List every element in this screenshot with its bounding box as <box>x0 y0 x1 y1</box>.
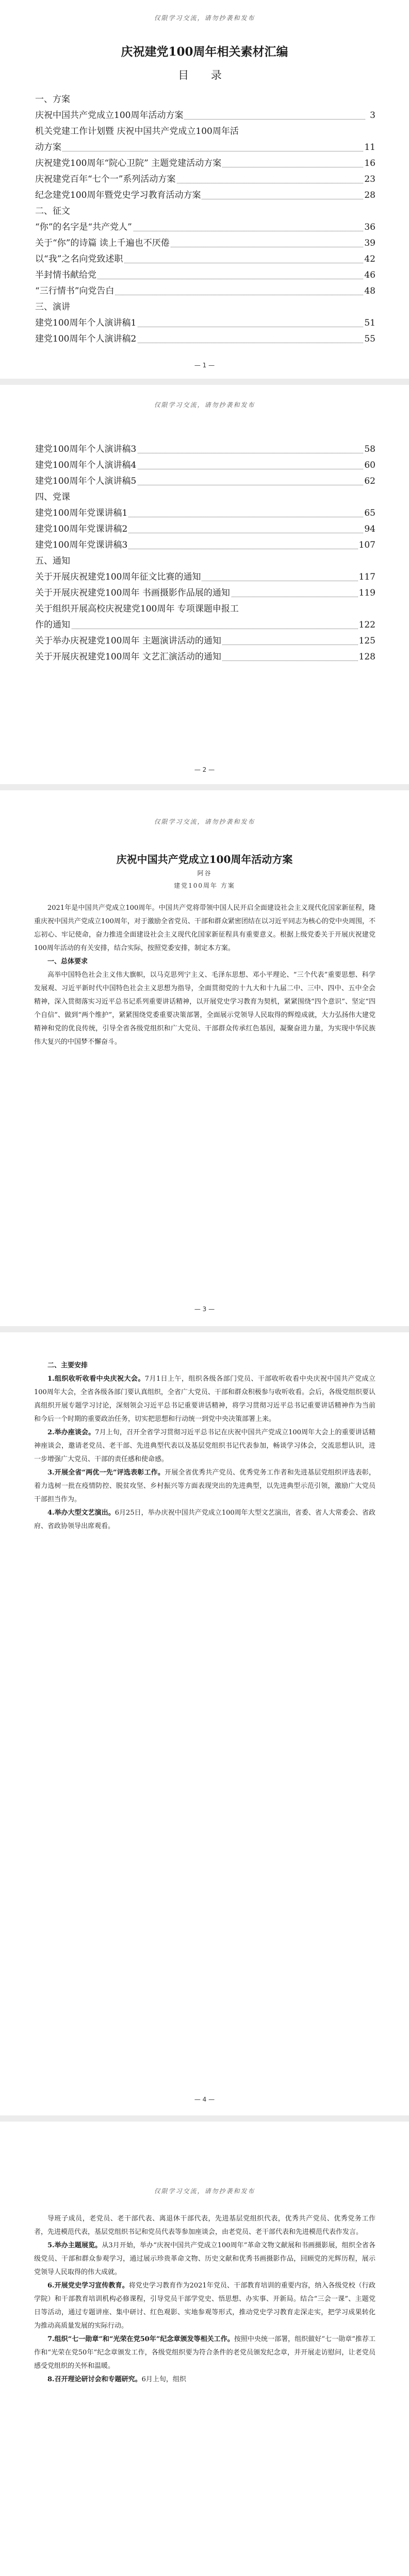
toc-entry-title: 五、通知 <box>35 556 70 566</box>
toc-entry-title: 三、演讲 <box>35 302 70 312</box>
toc-entry[interactable] <box>35 283 375 299</box>
paragraph-text: 二、主要安排 <box>47 1362 88 1369</box>
paragraph-text: 2021年是中国共产党成立100周年。中国共产党将带领中国人民开启全面建设社会主义现代化国家新征程，隆重庆祝中国共产党成立100周年，对于激励全省党员、干部和群众紧密团结在以习近平同志为核心的党中央周围，不忘初心、牢记使命，奋力推进全面建设社会主义现代化国家新征程具有重要意义。根据上级党委关于开展庆祝建党100周年活动的有关安排，结合实际，按照党委安排，制定本方案。 <box>34 904 375 952</box>
paragraph-text: 按照中央统一部署，组织做好“七一勋章”推荐工作和“光荣在党50年”纪念章颁发工作，各级党组织要为符合条件的老党员颁发纪念章，并开展走访慰问，让老党员感受党组织的关怀和温暖。 <box>34 2335 375 2370</box>
toc-entry-title: 关于开展庆祝建党100周年征文比赛的通知 <box>35 572 201 582</box>
toc-page-number: 11 <box>363 140 375 156</box>
paragraph <box>34 2333 375 2373</box>
toc-list <box>35 442 375 665</box>
toc-entry-title: 建党100周年个人演讲稿3 <box>35 444 137 454</box>
toc-entry-title: 关于“你”的诗篇 读上千遍也不厌倦 <box>35 238 170 248</box>
toc-entry[interactable] <box>35 267 375 283</box>
item-lead: 4.举办大型文艺演出。 <box>47 1509 115 1517</box>
running-header: 仅限学习交流，请勿抄袭和发布 <box>154 818 255 825</box>
toc-page-number: 16 <box>363 156 375 172</box>
paragraph <box>34 1372 375 1426</box>
toc-page-number: 39 <box>363 235 375 251</box>
toc-page-number: 48 <box>363 283 375 299</box>
paragraph <box>34 2212 375 2239</box>
toc-entry-title: 动方案 <box>35 142 61 152</box>
toc-entry[interactable] <box>35 585 375 601</box>
paragraph-text: 7月上旬，召开全省学习贯彻习近平总书记在庆祝中国共产党成立100周年大会上的重要讲话精神座谈会，邀请老党员、老干部、先进典型代表以及基层党组织书记代表参加，畅谈学习体会，交流思想认识，进一步增强广大党员、干部的责任感和使命感。 <box>34 1429 375 1463</box>
toc-page-number: 3 <box>369 108 375 124</box>
toc-entry[interactable] <box>35 172 375 188</box>
toc-entry[interactable] <box>35 521 375 537</box>
toc-entry[interactable] <box>35 235 375 251</box>
toc-page-number: 117 <box>358 569 375 585</box>
toc-heading: 目 录 <box>178 69 231 81</box>
document-title: 庆祝中国共产党成立100周年活动方案 <box>116 853 293 866</box>
toc-entry-title: 机关党建工作计划暨 庆祝中国共产党成立100周年活 <box>35 126 239 137</box>
toc-entry-title: 庆祝建党百年“七个一”系列活动方案 <box>35 174 176 184</box>
toc-page-number: 28 <box>363 188 375 204</box>
toc-section-heading <box>35 299 375 315</box>
document-body <box>34 2212 375 2386</box>
paragraph <box>34 1426 375 1466</box>
compilation-title: 庆祝建党100周年相关素材汇编 <box>121 45 288 59</box>
paragraph <box>34 902 375 955</box>
page-gap <box>0 784 409 790</box>
toc-entry[interactable] <box>35 537 375 553</box>
paragraph-text: 6月上旬，组织 <box>141 2376 186 2383</box>
item-lead: 6.开展党史学习宣传教育。 <box>47 2282 129 2290</box>
toc-page-number: 58 <box>363 442 375 457</box>
toc-entry-title: 关于组织开展高校庆祝建党100周年 专项课题申报工 <box>35 604 239 614</box>
toc-page-1 <box>0 0 409 379</box>
toc-entry[interactable] <box>35 251 375 267</box>
page-number: — 4 — <box>194 2096 215 2103</box>
toc-page-number: 119 <box>358 585 375 601</box>
paragraph <box>34 2239 375 2279</box>
paragraph <box>34 2373 375 2386</box>
toc-entry[interactable] <box>35 156 375 172</box>
toc-page-number: 65 <box>363 505 375 521</box>
toc-page-number: 122 <box>358 617 375 633</box>
toc-page-number: 128 <box>358 649 375 665</box>
toc-entry[interactable] <box>35 108 375 124</box>
toc-entry[interactable] <box>35 633 375 649</box>
document-body <box>34 1359 375 1533</box>
item-lead: 3.开展全省“两优一先”评选表彰工作。 <box>47 1469 165 1477</box>
toc-page-number: 55 <box>363 331 375 347</box>
toc-entry[interactable] <box>35 219 375 235</box>
toc-entry-title: 关于开展庆祝建党100周年 书画摄影作品展的通知 <box>35 588 230 598</box>
paragraph <box>34 969 375 1049</box>
toc-list <box>35 92 375 347</box>
toc-page-number: 62 <box>363 473 375 489</box>
page-gap <box>0 379 409 385</box>
section-heading <box>34 955 375 969</box>
doc-page-4 <box>0 1332 409 2115</box>
paragraph-text: 一、总体要求 <box>47 958 88 965</box>
toc-entry[interactable] <box>35 140 375 156</box>
toc-entry-title: 作的通知 <box>35 620 70 630</box>
toc-entry-title: 二、征文 <box>35 206 70 216</box>
toc-page-number: 107 <box>358 537 375 553</box>
toc-entry-title: 建党100周年个人演讲稿5 <box>35 476 137 486</box>
toc-entry[interactable] <box>35 505 375 521</box>
toc-entry-title: 建党100周年党课讲稿1 <box>35 508 128 518</box>
paragraph-text: 开展全省优秀共产党员、优秀党务工作者和先进基层党组织评选表彰，着力选树一批在疫情防控、脱贫攻坚、乡村振兴等方面表现突出的先进典型，以先进典型示范引领，激励广大党员干部担当作为。 <box>34 1469 375 1503</box>
toc-entry-title: 建党100周年个人演讲稿1 <box>35 318 137 328</box>
doc-page-5 <box>0 2122 409 2576</box>
toc-entry-title: 关于举办庆祝建党100周年 主题演讲活动的通知 <box>35 636 221 646</box>
paragraph-text: 从3月开始，举办“庆祝中国共产党成立100周年”革命文物文献展和书画摄影展，组织全省各级党员、干部和群众参观学习，通过展示珍贵革命文物、历史文献和优秀书画摄影作品，回顾党的光辉历程，展示党领导人民取得的伟大成就。 <box>34 2242 375 2276</box>
document-body <box>34 902 375 1049</box>
toc-entry-title: 四、党课 <box>35 492 70 502</box>
toc-entry[interactable] <box>35 569 375 585</box>
toc-entry-title: 建党100周年党课讲稿3 <box>35 540 128 550</box>
toc-entry[interactable] <box>35 188 375 204</box>
item-lead: 5.举办主题展览。 <box>47 2242 102 2249</box>
toc-entry-title: 关于开展庆祝建党100周年 文艺汇演活动的通知 <box>35 652 221 662</box>
toc-page-number: 36 <box>363 219 375 235</box>
toc-page-number: 125 <box>358 633 375 649</box>
toc-entry-title: “你”的名字是“共产党人” <box>35 222 132 232</box>
running-header: 仅限学习交流，请勿抄袭和发布 <box>154 14 255 22</box>
toc-entry[interactable] <box>35 601 375 617</box>
paragraph <box>34 2279 375 2333</box>
toc-page-number: 94 <box>363 521 375 537</box>
paragraph-text: 高举中国特色社会主义伟大旗帜，以马克思列宁主义、毛泽东思想、邓小平理论、“三个代表”重要思想、科学发展观、习近平新时代中国特色社会主义思想为指导，全面贯彻党的十九大和十九届二中、三中、四中、五中全会精神，深入贯彻落实习近平总书记系列重要讲话精神，以开展党史学习教育为契机，紧紧围绕“四个意识”、坚定“四个自信”、做到“两个维护”，紧紧围绕党委重要决策部署，全面展示党领导人民取得的辉煌成就，大力弘扬伟大建党精神和党的优良传统，引导全省各级党组织和广大党员、干部群众传承红色基因，凝聚奋进力量，为实现中华民族伟大复兴的中国梦不懈奋斗。 <box>34 971 375 1046</box>
toc-entry-title: 建党100周年党课讲稿2 <box>35 524 128 534</box>
page-number: — 1 — <box>194 362 215 369</box>
toc-section-heading <box>35 204 375 219</box>
page-number: — 3 — <box>194 1306 215 1313</box>
toc-entry-title: 建党100周年个人演讲稿4 <box>35 460 137 470</box>
toc-page-number: 51 <box>363 315 375 331</box>
toc-page-number: 46 <box>363 267 375 283</box>
toc-entry-title: 庆祝中国共产党成立100周年活动方案 <box>35 110 184 121</box>
toc-entry[interactable] <box>35 457 375 473</box>
toc-page-number: 42 <box>363 251 375 267</box>
page-number: — 2 — <box>194 766 215 773</box>
toc-entry-title: 以“我”之名向党致述职 <box>35 254 123 264</box>
document-author: 阿谷 <box>197 870 212 877</box>
paragraph-text: 7月1日上午，组织各级各部门党员、干部收听收看中央庆祝中国共产党成立100周年大会，全省各级各部门要认真组织，全省广大党员、干部和群众积极参与收听收看。会后，各级党组织要认真组织开展专题学习讨论，深刻领会习近平总书记重要讲话精神，将学习贯彻习近平总书记重要讲话精神作为当前和今后一个时期的重要政治任务，切实把思想和行动统一到党中央决策部署上来。 <box>34 1375 375 1423</box>
paragraph <box>34 1506 375 1533</box>
toc-entry[interactable] <box>35 315 375 331</box>
document-tags: 建党100周年 方案 <box>174 882 235 889</box>
toc-entry-title: 建党100周年个人演讲稿2 <box>35 334 137 344</box>
toc-entry[interactable] <box>35 124 375 140</box>
toc-entry-title: 庆祝建党100周年“院心卫院” 主题党建活动方案 <box>35 158 222 168</box>
item-lead: 8.召开理论研讨会和专题研究。 <box>47 2376 142 2383</box>
toc-entry[interactable] <box>35 649 375 665</box>
running-header: 仅限学习交流，请勿抄袭和发布 <box>154 401 255 409</box>
toc-page-number: 23 <box>363 172 375 188</box>
doc-page-3 <box>0 790 409 1326</box>
toc-entry[interactable] <box>35 617 375 633</box>
toc-entry-title: “三行情书”向党告白 <box>35 286 114 296</box>
toc-page-2 <box>0 385 409 784</box>
item-lead: 1.组织收听收看中央庆祝大会。 <box>47 1375 145 1383</box>
item-lead: 7.组织“七一勋章”和“光荣在党50年”纪念章颁发等相关工作。 <box>47 2335 234 2343</box>
running-header: 仅限学习交流，请勿抄袭和发布 <box>154 2188 255 2195</box>
toc-entry-title: 一、方案 <box>35 94 70 105</box>
item-lead: 2.举办座谈会。 <box>47 1429 95 1436</box>
section-heading <box>34 1359 375 1372</box>
page-gap <box>0 2115 409 2122</box>
toc-section-heading <box>35 92 375 108</box>
toc-page-number: 60 <box>363 457 375 473</box>
toc-entry-title: 纪念建党100周年暨党史学习教育活动方案 <box>35 190 201 200</box>
toc-entry[interactable] <box>35 331 375 347</box>
paragraph-text: 6月25日，举办庆祝中国共产党成立100周年大型文艺演出，省委、省人大常委会、省政府、省政协领导出席观看。 <box>34 1509 375 1530</box>
toc-section-heading <box>35 489 375 505</box>
page-gap <box>0 1326 409 1332</box>
paragraph <box>34 1466 375 1506</box>
paragraph-text: 将党史学习教育作为2021年党员、干部教育培训的重要内容，纳入各级党校（行政学院）和干部教育培训机构必修课程，引导党员干部学党史、悟思想、办实事、开新局。结合“三会一课”、主题党日等活动，通过专题讲座、集中研讨、红色观影、实地参观等形式，推动党史学习教育走深走实，把学习成果转化为推动高质量发展的实际行动。 <box>34 2282 375 2330</box>
toc-entry-title: 半封情书献给党 <box>35 270 96 280</box>
toc-entry[interactable] <box>35 442 375 457</box>
toc-section-heading <box>35 553 375 569</box>
paragraph-text: 导班子成员，老党员、老干部代表、离退休干部代表，先进基层党组织代表，优秀共产党员、优秀党务工作者，先进模范代表，基层党组织书记和党员代表等参加座谈会，由老党员、老干部代表和先进模范代表作发言。 <box>34 2215 375 2236</box>
toc-entry[interactable] <box>35 473 375 489</box>
